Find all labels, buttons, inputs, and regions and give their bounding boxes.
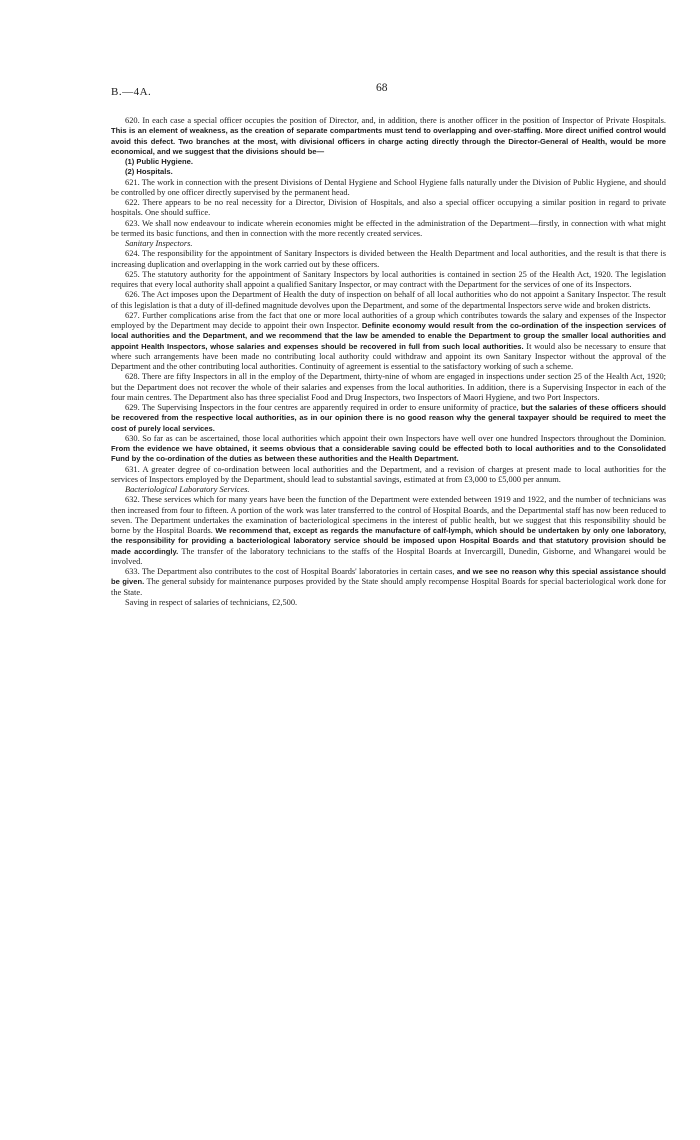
paragraph-629-text: 629. The Supervising Inspectors in the four centres are apparently required in order to ensure uniformity of practice, [125, 403, 522, 412]
paragraph-631: 631. A greater degree of co-ordination between local authorities and the Department, and a revision of charges at present made to local authorities for the services of Inspectors employed by the Department, should lead to substantial savings, estimated at from £3,000 to £5,000 per annum. [111, 464, 666, 484]
paragraph-632-recommendation: We recommend that, except as regards the manufacture of calf-lymph, which should be undertaken by only one laboratory, the responsibility for providing a bacteriological laboratory service should be imposed upon Hospital Boards and that statutory provision should be made accordingly. [111, 526, 666, 556]
paragraph-620 [111, 116, 666, 157]
paragraph-628: 628. There are fifty Inspectors in all in the employ of the Department, thirty-nine of whom are engaged in inspections under section 25 of the Health Act, 1920; but the Department does not recover the whole of their salaries and expenses from the local authorities. In addition, there is a Supervising Inspector in each of the four main centres. The Department also has three specialist Food and Drug Inspectors, two Inspectors of Maori Hygiene, and two Port Inspectors. [111, 372, 666, 402]
paragraph-620-recommendation: This is an element of weakness, as the creation of separate compartments must tend to overlapping and over-staffing. More direct unified control would avoid this defect. Two branches at the most, with divisional officers in charge acting directly through the Director-General of Health, would be more economical, and we suggest that the divisions should be— [111, 126, 666, 156]
paragraph-630-recommendation: From the evidence we have obtained, it seems obvious that a considerable saving could be effected both to local authorities and to the Consolidated Fund by the co-ordination of the duties as between these authorities and the Health Department. [111, 444, 666, 464]
paragraph-632-text-continued: The transfer of the laboratory technicians to the staffs of the Hospital Boards at Invercargill, Dunedin, Gisborne, and Whangarei would be involved. [111, 546, 666, 566]
paragraph-630-text: 630. So far as can be ascertained, those local authorities which appoint their own Inspectors have well over one hundred Inspectors throughout the Dominion. [125, 433, 666, 443]
paragraph-621: 621. The work in connection with the present Divisions of Dental Hygiene and School Hygiene falls naturally under the Division of Public Hygiene, and should be controlled by one officer directly supervised by the permanent head. [111, 177, 666, 197]
saving-statement: Saving in respect of salaries of technicians, £2,500. [125, 597, 298, 607]
section-heading-sanitary-inspectors: Sanitary Inspectors. [125, 239, 193, 248]
division-item-1: (1) Public Hygiene. [125, 157, 193, 166]
paragraph-623: 623. We shall now endeavour to indicate wherein economies might be effected in the administration of the Department—firstly, in connection with what might be termed its basic functions, and then in connection with the more recently created services. [111, 218, 666, 238]
paragraph-633-text-continued: The general subsidy for maintenance purposes provided by the State should amply recompense Hospital Boards for special bacteriological work done for the State. [111, 577, 666, 597]
paragraph-624: 624. The responsibility for the appointment of Sanitary Inspectors is divided between the Health Department and local authorities, and the result is that there is increasing duplication and overlapping in the work carried out by these officers. [111, 249, 666, 269]
paragraph-625: 625. The statutory authority for the appointment of Sanitary Inspectors by local authorities is contained in section 25 of the Health Act, 1920. The legislation requires that every local authority shall appoint a qualified Sanitary Inspector, or may contract with the Department for the services of one of its Inspectors. [111, 269, 666, 289]
paragraph-629-recommendation: but the salaries of these officers should be recovered from the respective local authorities, as in our opinion there is no good reason why the general taxpayer should be required to meet the cost of purely local services. [111, 403, 666, 433]
paragraph-622: 622. There appears to be no real necessity for a Director, Division of Hospitals, and also a special officer occupying a similar position in regard to private hospitals. One should suffice. [111, 198, 666, 218]
paragraph-633-text: 633. The Department also contributes to the cost of Hospital Boards' laboratories in certain cases, [125, 567, 457, 576]
paragraph-627-text: 627. Further complications arise from the fact that one or more local authorities of a group which contributes towards the salary and expenses of the Inspector employed by the Department may decide to appoint their own Inspector. [111, 310, 666, 330]
division-item-2: (2) Hospitals. [125, 167, 173, 177]
paragraph-629 [111, 403, 666, 434]
paragraph-632 [111, 495, 666, 567]
page-header [111, 82, 666, 116]
paragraph-626: 626. The Act imposes upon the Department of Health the duty of inspection on behalf of all local authorities who do not appoint a Sanitary Inspector. The result of this legislation is that a duty of ill-defined magnitude devolves upon the Department, and some of the departmental Inspectors serve wide and broken districts. [111, 290, 666, 310]
paragraph-632-text: 632. These services which for many years have been the function of the Department were extended between 1919 and 1922, and the number of technicians was then increased from four to fifteen. A portion of the work was later transferred to the control of Hospital Boards, and the Departmental staff has now been reduced to seven. The Department undertakes the examination of bacteriological specimens in the interest of public health, but we suggest that this responsibility should be borne by the Hospital Boards. [111, 495, 666, 535]
paragraph-620-text: 620. In each case a special officer occupies the position of Director, and, in addition, there is another officer in the position of Inspector of Private Hospitals. [125, 116, 666, 125]
paragraph-633-recommendation: and we see no reason why this special assistance should be given. [111, 567, 667, 587]
paragraph-633 [111, 567, 666, 598]
paragraph-630 [111, 434, 666, 465]
page-number: 68 [376, 82, 388, 94]
document-reference: B.—4A. [111, 86, 152, 98]
body-text [111, 116, 666, 608]
paragraph-627 [111, 311, 666, 373]
paragraph-627-recommendation: Definite economy would result from the co-ordination of the inspection services of local authorities and the Department, and we recommend that the law be amended to enable the Department to group the smaller local authorities and appoint Health Inspectors, whose salaries and expenses should be recovered in full from such local authorities. [111, 321, 666, 351]
paragraph-627-text-continued: It would also be necessary to ensure that where such arrangements have been made no contributing local authority could withdraw and appoint its own Sanitary Inspector without the approval of the Department and the other contributing local authorities. Continuity of agreement is essential to the satisfactory working of such a scheme. [111, 341, 666, 371]
section-heading-bacteriological-laboratory: Bacteriological Laboratory Services. [125, 485, 250, 494]
